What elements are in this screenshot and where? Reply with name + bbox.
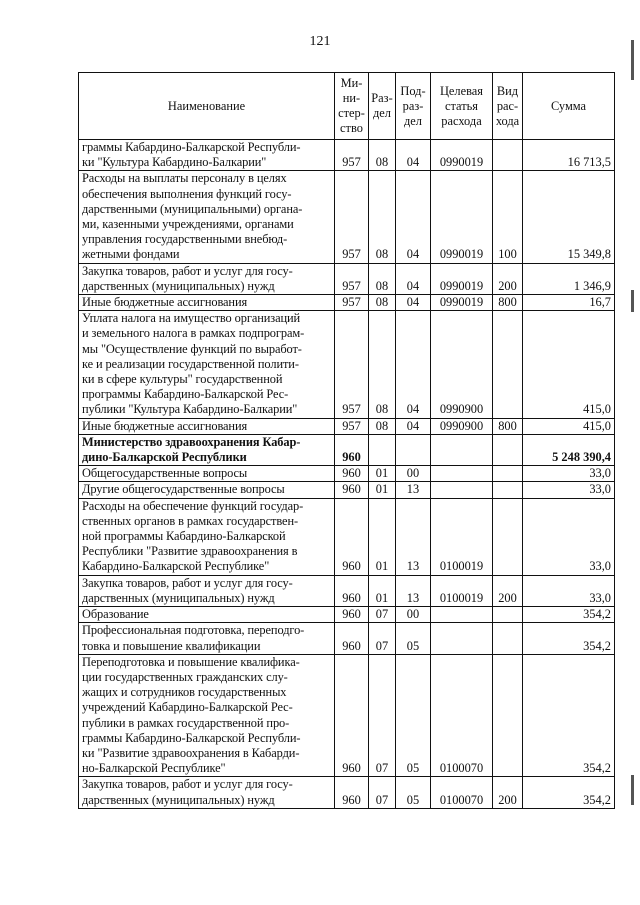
row-name: Закупка товаров, работ и услуг для госу- дарственных (муниципальных) нужд [79,777,335,808]
table-row [79,623,615,654]
row-target: 0990019 [431,295,493,311]
row-section: 08 [369,295,396,311]
row-type [493,654,523,777]
row-subsection: 04 [396,311,431,418]
row-target: 0990900 [431,418,493,434]
row-section: 01 [369,498,396,575]
row-subsection: 00 [396,466,431,482]
table-row [79,140,615,171]
row-subsection: 05 [396,777,431,808]
header-sum: Сумма [523,73,615,140]
row-type [493,623,523,654]
scan-edge-mark [631,40,634,80]
row-target [431,466,493,482]
row-sum: 415,0 [523,418,615,434]
row-ministry: 960 [335,434,369,465]
row-ministry: 957 [335,171,369,263]
table-row [79,418,615,434]
row-target: 0100070 [431,777,493,808]
row-section: 01 [369,575,396,606]
row-name: Другие общегосударственные вопросы [79,482,335,498]
row-section [369,434,396,465]
row-ministry: 960 [335,498,369,575]
row-subsection: 04 [396,140,431,171]
row-name: Министерство здравоохранения Кабар- дино-Балкарской Республики [79,434,335,465]
row-subsection: 04 [396,171,431,263]
row-target [431,434,493,465]
row-target: 0100019 [431,498,493,575]
row-type [493,482,523,498]
row-subsection: 13 [396,575,431,606]
row-ministry: 957 [335,140,369,171]
row-subsection: 13 [396,482,431,498]
row-sum: 33,0 [523,482,615,498]
row-target: 0990900 [431,311,493,418]
row-subsection [396,434,431,465]
row-name: Переподготовка и повышение квалифика- ции государственных гражданских слу- жащих и сотрудников государственных учреждений Кабардино-Балкарской Рес- публики в рамках государственной про- граммы Кабардино-Балкарской Республи- ки "Развитие здравоохранения в Кабарди- но-Балкарской Республике" [79,654,335,777]
table-header-row [79,73,615,140]
row-ministry: 960 [335,777,369,808]
row-name: Образование [79,607,335,623]
table-row [79,482,615,498]
row-section: 07 [369,607,396,623]
row-ministry: 957 [335,311,369,418]
row-subsection: 05 [396,654,431,777]
table-row [79,434,615,465]
header-ministry: Ми- ни- стер- ство [335,73,369,140]
row-type: 200 [493,263,523,294]
row-name: Общегосударственные вопросы [79,466,335,482]
table-row [79,171,615,263]
header-target: Целевая статья расхода [431,73,493,140]
row-type [493,466,523,482]
row-ministry: 957 [335,418,369,434]
row-section: 08 [369,171,396,263]
row-section: 08 [369,140,396,171]
row-section: 07 [369,623,396,654]
row-type [493,607,523,623]
row-ministry: 960 [335,466,369,482]
row-sum: 16 713,5 [523,140,615,171]
row-target: 0990019 [431,140,493,171]
row-sum: 415,0 [523,311,615,418]
row-type: 800 [493,295,523,311]
row-target: 0990019 [431,171,493,263]
table-row [79,607,615,623]
page-number: 121 [309,34,331,49]
row-section: 07 [369,777,396,808]
row-target [431,623,493,654]
row-name: Закупка товаров, работ и услуг для госу- дарственных (муниципальных) нужд [79,575,335,606]
row-name: Расходы на выплаты персоналу в целях обеспечения выполнения функций госу- дарственными (муниципальными) органа- ми, казенными учреждениями, органами управления государственными внебюд- жетными фондами [79,171,335,263]
row-sum: 16,7 [523,295,615,311]
row-sum: 354,2 [523,654,615,777]
row-sum: 354,2 [523,607,615,623]
row-sum: 33,0 [523,498,615,575]
row-name: Иные бюджетные ассигнования [79,418,335,434]
row-ministry: 960 [335,623,369,654]
header-subsection: Под- раз- дел [396,73,431,140]
row-sum: 33,0 [523,575,615,606]
table-row [79,575,615,606]
row-section: 07 [369,654,396,777]
row-subsection: 04 [396,263,431,294]
row-ministry: 957 [335,263,369,294]
row-ministry: 960 [335,654,369,777]
header-name: Наименование [79,73,335,140]
row-name: Уплата налога на имущество организаций и земельного налога в рамках подпрограм- мы "Осуществление функций по выработ- ке и реализации государственной полити- ки в сфере культуры" государственной программы Кабардино-Балкарской Рес- публики "Культура Кабардино-Балкарии" [79,311,335,418]
header-section: Раз- дел [369,73,396,140]
row-ministry: 960 [335,575,369,606]
row-sum: 33,0 [523,466,615,482]
row-target: 0100019 [431,575,493,606]
table-row [79,777,615,808]
row-section: 08 [369,418,396,434]
row-subsection: 00 [396,607,431,623]
row-subsection: 05 [396,623,431,654]
row-sum: 354,2 [523,777,615,808]
row-type: 200 [493,777,523,808]
row-sum: 5 248 390,4 [523,434,615,465]
row-name: Профессиональная подготовка, переподго- товка и повышение квалификации [79,623,335,654]
scan-edge-mark [631,775,634,805]
row-section: 08 [369,311,396,418]
scan-edge-mark [631,290,634,312]
row-type [493,434,523,465]
row-type [493,140,523,171]
row-section: 08 [369,263,396,294]
table-row [79,311,615,418]
table-row [79,295,615,311]
row-sum: 15 349,8 [523,171,615,263]
row-subsection: 13 [396,498,431,575]
table-row [79,654,615,777]
row-target: 0990019 [431,263,493,294]
row-sum: 1 346,9 [523,263,615,294]
table-row [79,263,615,294]
budget-table [78,72,615,809]
row-ministry: 960 [335,607,369,623]
row-section: 01 [369,482,396,498]
row-type: 200 [493,575,523,606]
row-ministry: 957 [335,295,369,311]
row-section: 01 [369,466,396,482]
row-target [431,482,493,498]
row-subsection: 04 [396,418,431,434]
row-type: 800 [493,418,523,434]
row-type: 100 [493,171,523,263]
row-target [431,607,493,623]
table-row [79,466,615,482]
row-name: Закупка товаров, работ и услуг для госу- дарственных (муниципальных) нужд [79,263,335,294]
row-ministry: 960 [335,482,369,498]
row-type [493,498,523,575]
row-sum: 354,2 [523,623,615,654]
row-name: Расходы на обеспечение функций государ- ственных органов в рамках государствен- ной программы Кабардино-Балкарской Республики "Развитие здравоохранения в Кабардино-Балкарской Республике" [79,498,335,575]
row-name: граммы Кабардино-Балкарской Республи- ки "Культура Кабардино-Балкарии" [79,140,335,171]
row-target: 0100070 [431,654,493,777]
row-name: Иные бюджетные ассигнования [79,295,335,311]
row-type [493,311,523,418]
table-row [79,498,615,575]
row-subsection: 04 [396,295,431,311]
header-type: Вид рас- хода [493,73,523,140]
